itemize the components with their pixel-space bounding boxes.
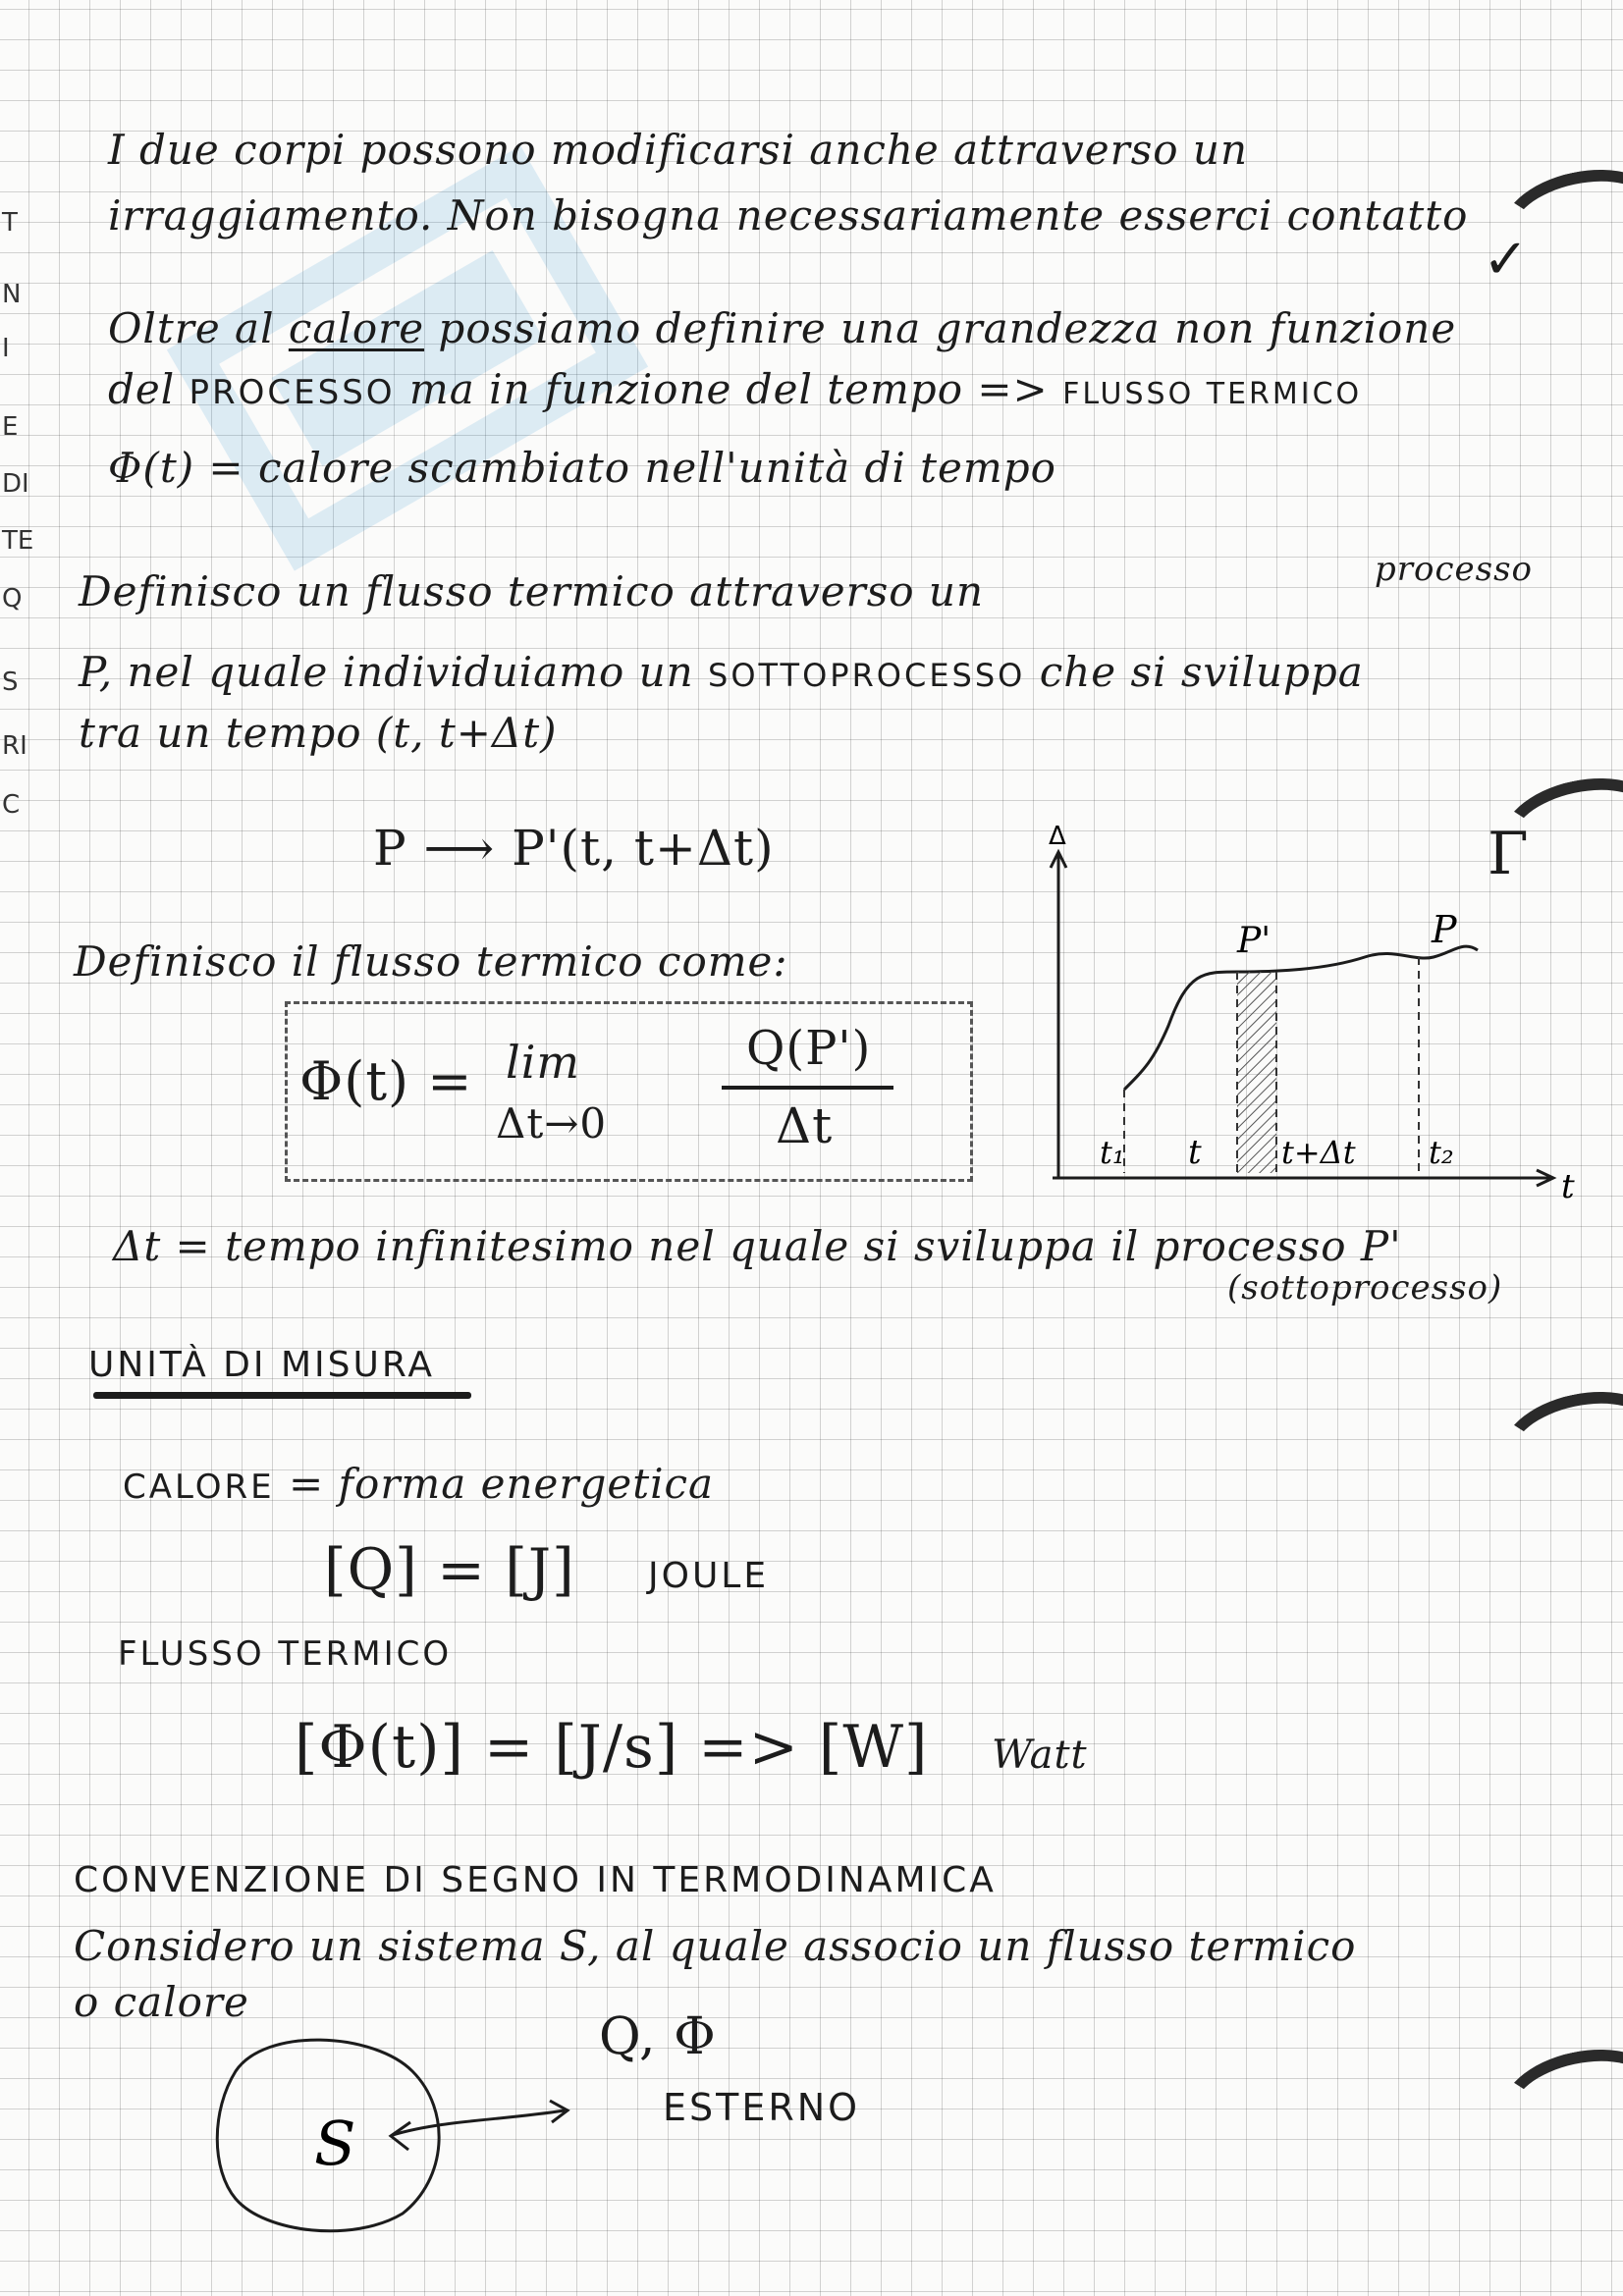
note-annotation: (sottoprocesso)	[1227, 1268, 1503, 1308]
calore-unit: [Q] = [J]	[324, 1536, 575, 1603]
margin-letter: RI	[2, 731, 27, 761]
graph-y-label: Δ	[1049, 822, 1066, 851]
flusso-unit: [Φ(t)] = [J/s] => [W]	[295, 1713, 929, 1782]
caps-term: SOTTOPROCESSO	[708, 657, 1026, 694]
caps-term: PROCESSO	[189, 373, 396, 412]
external-label: ESTERNO	[663, 2086, 861, 2129]
note-line: Considero un sistema S, al quale associo un flusso termico	[74, 1922, 1357, 1970]
formula-numerator: Q(P')	[746, 1021, 872, 1076]
margin-letter: T	[2, 208, 18, 238]
note-line: Definisco il flusso termico come:	[74, 937, 788, 986]
note-text: P, nel quale individuiamo un	[79, 648, 709, 696]
binder-ring	[1493, 1378, 1623, 1502]
flusso-label: FLUSSO TERMICO	[118, 1634, 453, 1674]
system-diagram	[206, 2012, 599, 2238]
graph-label-t1: t₁	[1100, 1134, 1125, 1171]
formula-denominator: Δt	[776, 1097, 834, 1154]
process-curve	[1124, 946, 1478, 1090]
unit-name: Watt	[992, 1733, 1088, 1778]
margin-letter: S	[2, 667, 19, 697]
graph-label-t: t	[1188, 1133, 1202, 1172]
section-title: CONVENZIONE DI SEGNO IN TERMODINAMICA	[74, 1860, 997, 1900]
graph-label-p-prime: P'	[1237, 921, 1271, 961]
margin-letter: DI	[2, 469, 29, 499]
note-line: Definisco un flusso termico attraverso un	[79, 567, 985, 615]
note-text: = forma energetica	[274, 1460, 715, 1508]
note-text: possiamo definire una grandezza non funzione	[424, 304, 1457, 352]
section-underline	[93, 1392, 471, 1399]
unit-name: JOULE	[648, 1556, 770, 1596]
graph-label-t2: t₂	[1429, 1134, 1454, 1171]
margin-letter: TE	[2, 526, 34, 556]
diagram-q-label: Q, Φ	[599, 2007, 717, 2066]
tab-mark: Γ	[1488, 820, 1530, 888]
highlight-term: calore	[288, 304, 425, 352]
exchange-arrow	[393, 2110, 565, 2135]
system-label: S	[314, 2108, 356, 2179]
note-line	[123, 1460, 714, 1508]
binder-ring	[1493, 2036, 1623, 2160]
process-graph	[1041, 822, 1575, 1217]
note-line	[108, 304, 1456, 352]
note-line	[108, 365, 1362, 413]
note-line: o calore	[74, 1978, 249, 2026]
caps-term: FLUSSO TERMICO	[1062, 377, 1363, 411]
note-annotation: processo	[1375, 550, 1534, 589]
note-line: I due corpi possono modificarsi anche attraverso un	[108, 126, 1249, 174]
fraction-bar	[722, 1086, 893, 1090]
note-text: che si sviluppa	[1025, 648, 1364, 696]
section-title: UNITÀ DI MISURA	[88, 1345, 436, 1385]
graph-label-tdt: t+Δt	[1281, 1134, 1356, 1171]
hatched-interval	[1237, 972, 1276, 1173]
caps-term: CALORE	[123, 1468, 275, 1507]
formula-lim-sub: Δt→0	[496, 1099, 608, 1148]
margin-letter: I	[2, 334, 10, 363]
note-line: Δt = tempo infinitesimo nel quale si sviluppa il processo P'	[113, 1222, 1402, 1270]
margin-letter: Q	[2, 584, 23, 614]
graph-label-p: P	[1432, 908, 1457, 951]
formula-lhs: Φ(t) =	[299, 1050, 473, 1112]
note-line: Φ(t) = calore scambiato nell'unità di tempo	[108, 444, 1056, 492]
note-line: irraggiamento. Non bisogna necessariamente esserci contatto	[108, 191, 1469, 240]
formula-lim: lim	[506, 1036, 581, 1089]
margin-letter: N	[2, 280, 22, 309]
note-text: ma in funzione del tempo =>	[395, 365, 1063, 413]
process-mapping: P ⟶ P'(t, t+Δt)	[373, 820, 775, 877]
note-line: tra un tempo (t, t+Δt)	[79, 709, 558, 757]
note-text: Oltre al	[108, 304, 289, 352]
note-text: del	[108, 365, 189, 413]
note-line	[79, 648, 1364, 696]
check-mark: ✓	[1483, 228, 1530, 292]
margin-letter: C	[2, 790, 21, 820]
graph-x-label: t	[1561, 1167, 1575, 1206]
margin-letter: E	[2, 412, 19, 442]
